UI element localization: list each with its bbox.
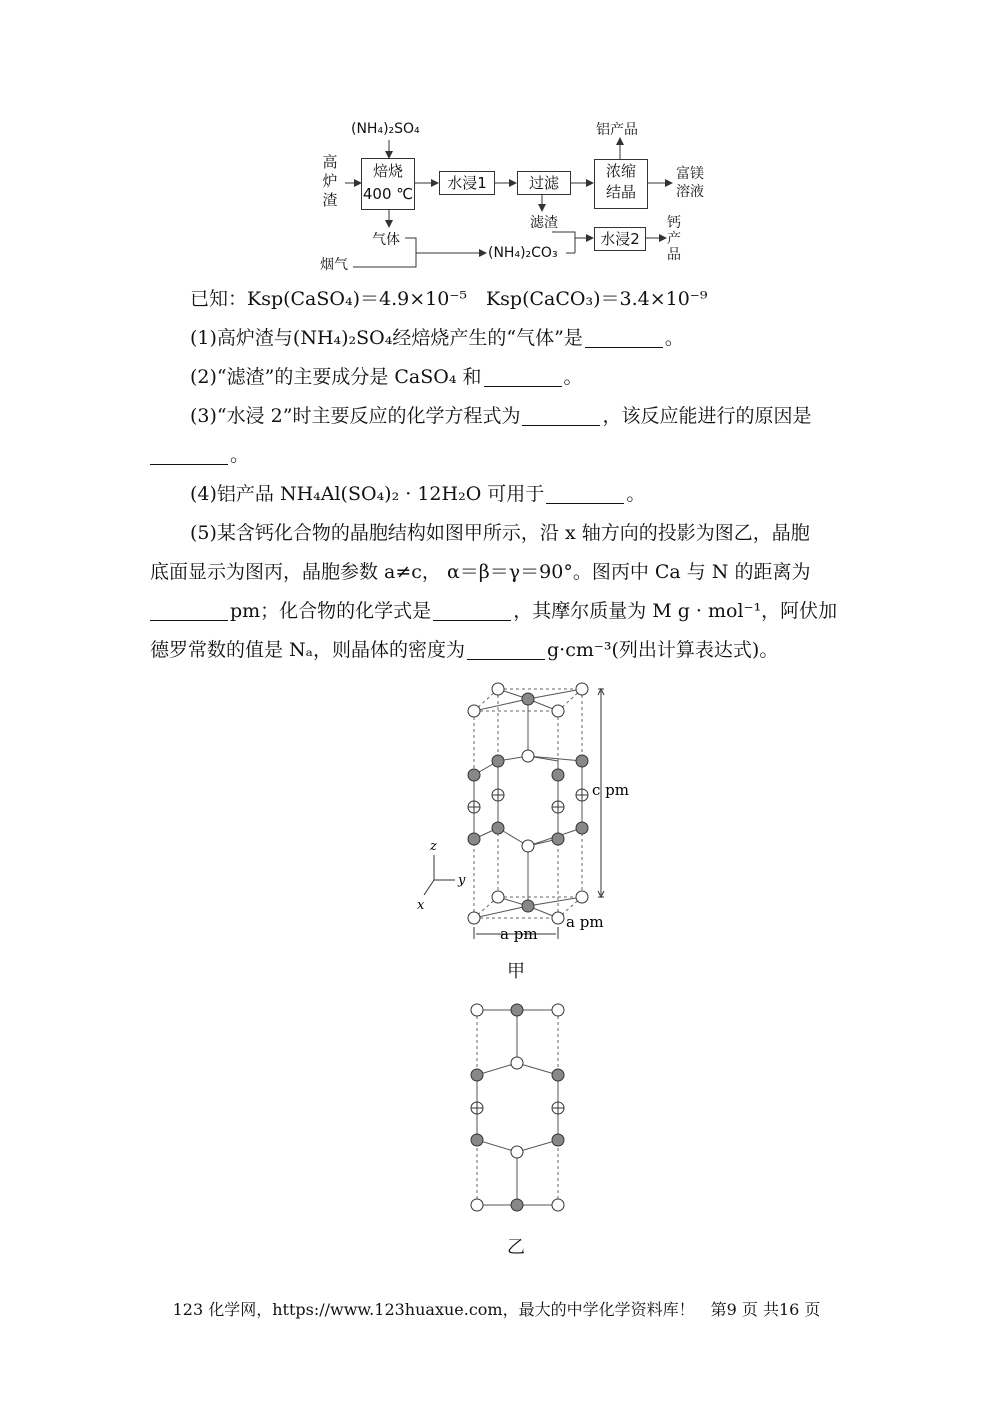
question-3-cont: 。 — [150, 436, 850, 475]
al-product-label: 铝产品 — [596, 122, 638, 138]
flue-gas-label: 烟气 — [320, 257, 348, 273]
question-1: (1)高炉渣与(NH₄)₂SO₄经焙烧产生的“气体”是 。 — [190, 327, 684, 349]
question-5-line2: 底面显示为图丙，晶胞参数 a≠c， α＝β＝γ＝90°。图丙中 Ca 与 N 的距离为 — [150, 561, 811, 583]
x-axis-label: x — [417, 898, 425, 913]
concentrate-box: 浓缩 结晶 — [594, 159, 648, 209]
reagent-top-label: (NH₄)₂SO₄ — [351, 121, 420, 137]
z-axis-label: z — [430, 839, 437, 854]
y-axis-label: y — [458, 873, 466, 888]
ca-product-label: 钙 产 品 — [667, 215, 681, 263]
leach2-box: 水浸2 — [594, 227, 646, 251]
answer-blank-3a[interactable] — [522, 405, 600, 426]
figure-jia-caption: 甲 — [507, 961, 525, 982]
answer-blank-5a[interactable] — [150, 600, 228, 621]
mg-solution-label: 富镁 溶液 — [676, 166, 704, 200]
answer-blank-4[interactable] — [546, 483, 624, 504]
known-constants: 已知：Ksp(CaSO₄)＝4.9×10⁻⁵ Ksp(CaCO₃)＝3.4×10⁻⁹ — [190, 288, 708, 310]
question-5-line3: pm；化合物的化学式是 ，其摩尔质量为 M g · mol⁻¹，阿伏加 — [150, 592, 850, 631]
question-3: (3)“水浸 2”时主要反应的化学方程式为 ，该反应能进行的原因是 — [190, 405, 812, 427]
gas-label: 气体 — [372, 232, 400, 248]
answer-blank-1[interactable] — [585, 327, 663, 348]
question-4: (4)铝产品 NH₄Al(SO₄)₂ · 12H₂O 可用于 。 — [190, 483, 646, 505]
c-dimension-label: c pm — [592, 781, 629, 799]
answer-blank-5b[interactable] — [433, 600, 511, 621]
question-2: (2)“滤渣”的主要成分是 CaSO₄ 和 。 — [190, 366, 583, 388]
crystal-cell-figure — [410, 675, 640, 945]
residue-label: 滤渣 — [530, 215, 558, 231]
filter-box: 过滤 — [517, 171, 571, 195]
input-label: 高 炉 渣 — [322, 153, 338, 209]
projection-figure — [460, 995, 580, 1220]
answer-blank-2[interactable] — [484, 366, 562, 387]
leach1-box: 水浸1 — [439, 171, 495, 195]
a-dimension-label: a pm — [500, 925, 538, 943]
carbonate-label: (NH₄)₂CO₃ — [488, 245, 558, 261]
answer-blank-5c[interactable] — [467, 639, 545, 660]
roast-box: 焙烧 400 ℃ — [361, 158, 415, 210]
answer-blank-3b[interactable] — [150, 444, 228, 465]
question-5-line1: (5)某含钙化合物的晶胞结构如图甲所示，沿 x 轴方向的投影为图乙，晶胞 — [190, 522, 810, 544]
question-5-line4: 德罗常数的值是 Nₐ，则晶体的密度为 g·cm⁻³(列出计算表达式)。 — [150, 639, 779, 661]
figure-yi-caption: 乙 — [507, 1237, 525, 1258]
a-dimension-label-2: a pm — [566, 913, 604, 931]
page-footer: 123 化学网，https://www.123huaxue.com，最大的中学化学资料库！ 第9 页 共16 页 — [172, 1300, 821, 1319]
